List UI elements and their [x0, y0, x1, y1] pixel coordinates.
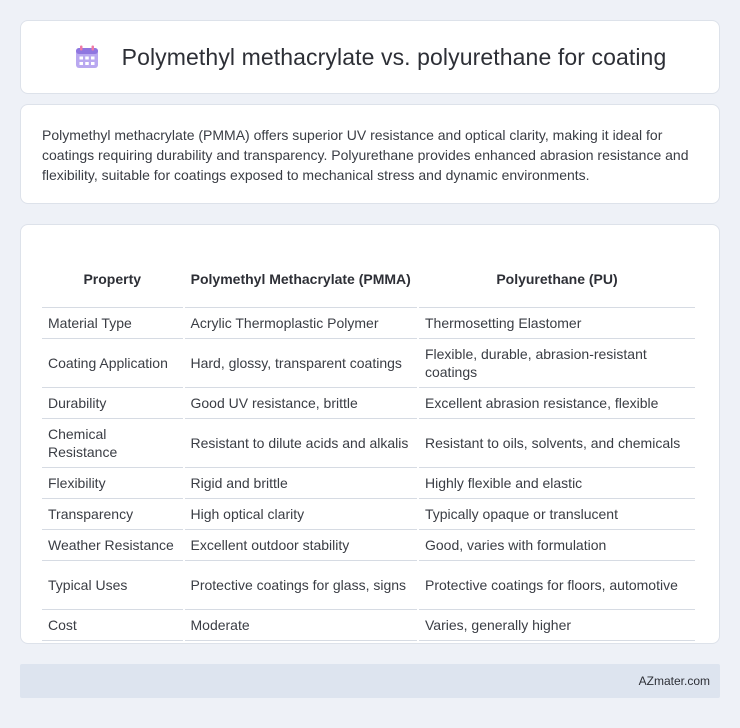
cell-pu: Good, varies with formulation: [419, 530, 695, 561]
cell-property: Weather Resistance: [42, 530, 183, 561]
header-pu: Polyurethane (PU): [419, 245, 695, 308]
cell-property: Transparency: [42, 499, 183, 530]
cell-pu: Flexible, durable, abrasion-resistant coatings: [419, 339, 695, 388]
table-row: [42, 610, 695, 641]
cell-property: Material Type: [42, 308, 183, 339]
cell-pmma: Good UV resistance, brittle: [185, 388, 417, 419]
cell-pu: Highly flexible and elastic: [419, 468, 695, 499]
cell-pmma: Excellent outdoor stability: [185, 530, 417, 561]
cell-pu: Excellent abrasion resistance, flexible: [419, 388, 695, 419]
cell-pu: Typically opaque or translucent: [419, 499, 695, 530]
cell-pu: Protective coatings for floors, automotive: [419, 561, 695, 610]
cell-pmma: High optical clarity: [185, 499, 417, 530]
cell-property: Typical Uses: [42, 561, 183, 610]
table-row: [42, 419, 695, 468]
table-header-row: [42, 245, 695, 308]
table-row: [42, 339, 695, 388]
cell-pmma: Rigid and brittle: [185, 468, 417, 499]
cell-pmma: Moderate: [185, 610, 417, 641]
cell-pu: Thermosetting Elastomer: [419, 308, 695, 339]
cell-pmma: Protective coatings for glass, signs: [185, 561, 417, 610]
table-row: [42, 308, 695, 339]
cell-property: Coating Application: [42, 339, 183, 388]
footer-source-link[interactable]: AZmater.com: [638, 674, 710, 688]
summary-text: Polymethyl methacrylate (PMMA) offers superior UV resistance and optical clarity, making it ideal for coatings requiring durability and transparency. Polyurethane provides enhanced abrasion resistance and flexibility, suitable for coatings exposed to mechanical stress and dynamic environments.: [42, 127, 689, 183]
cell-pu: Varies, generally higher: [419, 610, 695, 641]
cell-pmma: Resistant to dilute acids and alkalis: [185, 419, 417, 468]
cell-property: Chemical Resistance: [42, 419, 183, 468]
page-title: Polymethyl methacrylate vs. polyurethane for coating: [121, 43, 667, 70]
table-row: [42, 499, 695, 530]
cell-pu: Resistant to oils, solvents, and chemicals: [419, 419, 695, 468]
table-row: [42, 561, 695, 610]
comparison-table-card: [20, 224, 720, 644]
comparison-table: [40, 245, 697, 641]
header-pmma: Polymethyl Methacrylate (PMMA): [185, 245, 417, 308]
summary-card: [20, 104, 720, 204]
cell-property: Durability: [42, 388, 183, 419]
table-row: [42, 468, 695, 499]
table-row: [42, 388, 695, 419]
cell-pmma: Acrylic Thermoplastic Polymer: [185, 308, 417, 339]
calendar-icon: [74, 44, 100, 70]
cell-property: Flexibility: [42, 468, 183, 499]
cell-property: Cost: [42, 610, 183, 641]
header-property: Property: [42, 245, 183, 308]
footer: [20, 664, 720, 698]
cell-pmma: Hard, glossy, transparent coatings: [185, 339, 417, 388]
title-card: [20, 20, 720, 94]
table-row: [42, 530, 695, 561]
